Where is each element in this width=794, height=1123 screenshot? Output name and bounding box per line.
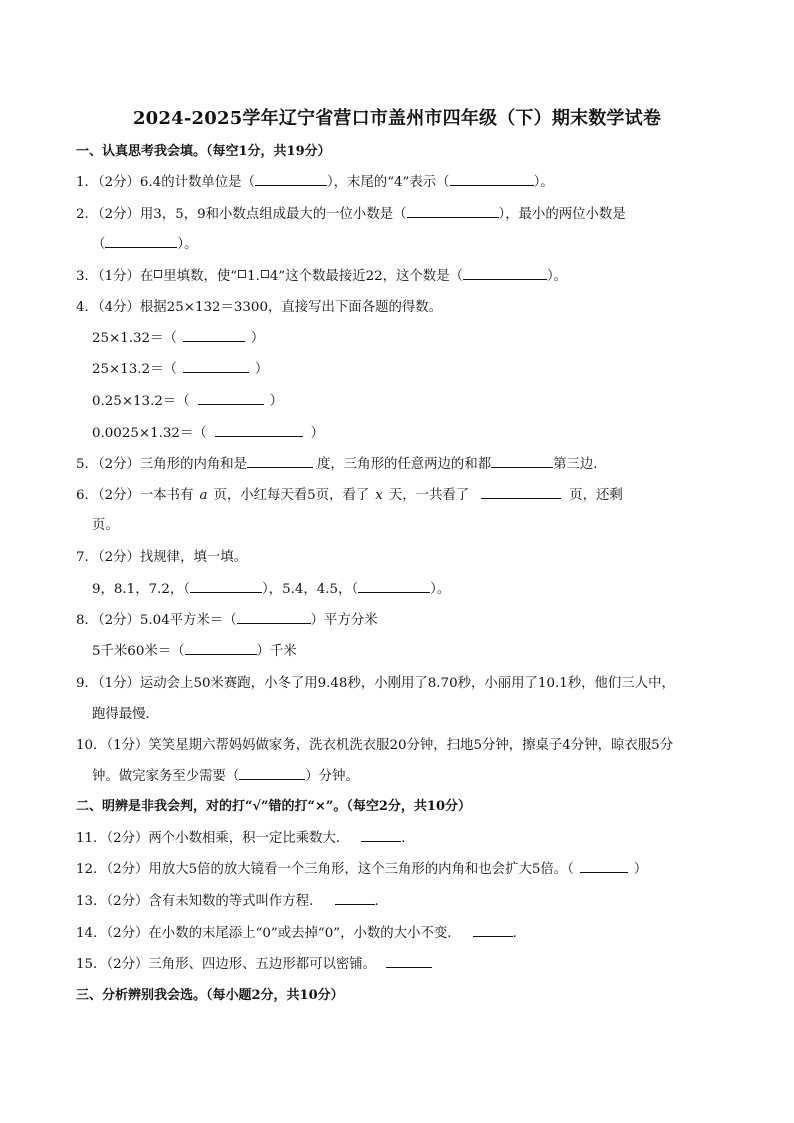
box-icon <box>154 270 162 278</box>
question-14: 14．（2分）在小数的末尾添上“0”或去掉“0”，小数的大小不变． ． <box>76 926 527 941</box>
question-7: 7．（2分）找规律，填一填。 <box>76 550 248 565</box>
answer-blank[interactable] <box>335 892 375 905</box>
question-9: 9．（1分）运动会上50米赛跑，小冬了用9.48秒，小刚用了8.70秒，小丽用了10.1秒，他们三人中， <box>76 676 675 691</box>
question-10: 10．（1分）笑笑星期六帮妈妈做家务，洗衣机洗衣服20分钟，扫地5分钟，擦桌子4分钟，晾衣服5分 <box>76 738 674 753</box>
question-8-row-2: 5千米60米＝（ ）千米 <box>92 644 297 659</box>
answer-blank[interactable] <box>198 392 264 405</box>
question-2-cont: （ ）。 <box>92 237 198 252</box>
question-6-cont: 页。 <box>92 518 119 533</box>
question-10-cont: 钟。做完家务至少需要（ ）分钟。 <box>92 769 359 784</box>
question-11: 11．（2分）两个小数相乘，积一定比乘数大． ． <box>76 831 415 846</box>
answer-blank[interactable] <box>255 173 327 186</box>
answer-blank[interactable] <box>358 580 430 593</box>
answer-blank[interactable] <box>450 173 534 186</box>
question-4-row-1: 25×1.32＝（ ） <box>92 331 265 346</box>
box-icon <box>261 270 269 278</box>
question-1: 1．（2分）6.4的计数单位是（ ），末尾的“4”表示（ ）。 <box>76 175 554 190</box>
question-2: 2．（2分）用3，5，9和小数点组成最大的一位小数是（ ），最小的两位小数是 <box>76 207 626 222</box>
answer-blank[interactable] <box>473 924 513 937</box>
answer-blank[interactable] <box>247 455 313 468</box>
question-7-sequence: 9，8.1，7.2，（ ），5.4，4.5，（ ）。 <box>92 582 451 597</box>
question-4: 4．（4分）根据25×132＝3300，直接写出下面各题的得数。 <box>76 300 443 315</box>
section-heading-2: 二、明辨是非我会判，对的打“√”错的打“×”。（每空2分，共10分） <box>76 799 471 814</box>
answer-blank[interactable] <box>463 267 547 280</box>
question-6: 6．（2分）一本书有 a 页，小红每天看5页，看了 x 天，一共看了 页，还剩 <box>76 488 623 503</box>
answer-blank[interactable] <box>185 642 257 655</box>
question-12: 12．（2分）用放大5倍的放大镜看一个三角形，这个三角形的内角和也会扩大5倍。（ ） <box>76 862 648 877</box>
question-15: 15．（2分）三角形、四边形、五边形都可以密铺。 <box>76 955 432 975</box>
answer-blank[interactable] <box>481 486 561 499</box>
question-4-row-3: 0.25×13.2＝（ ） <box>92 394 284 409</box>
box-icon <box>238 270 246 278</box>
answer-blank[interactable] <box>361 829 401 842</box>
answer-blank[interactable] <box>190 580 262 593</box>
section-heading-3: 三、分析辨别我会选。（每小题2分，共10分） <box>76 988 344 1003</box>
answer-blank[interactable] <box>239 767 305 780</box>
question-8: 8．（2分）5.04平方米＝（ ）平方分米 <box>76 613 378 628</box>
answer-blank[interactable] <box>407 205 499 218</box>
answer-blank[interactable] <box>183 329 245 342</box>
answer-blank[interactable] <box>491 455 553 468</box>
section-heading-1: 一、认真思考我会填。（每空1分，共19分） <box>76 144 331 159</box>
answer-blank[interactable] <box>580 860 628 873</box>
answer-blank[interactable] <box>105 235 177 248</box>
page-title: 2024-2025学年辽宁省营口市盖州市四年级（下）期末数学试卷 <box>132 108 662 129</box>
question-4-row-2: 25×13.2＝（ ） <box>92 362 269 377</box>
answer-blank[interactable] <box>237 611 311 624</box>
question-4-row-4: 0.0025×1.32＝（ ） <box>92 426 325 441</box>
answer-blank[interactable] <box>183 360 249 373</box>
question-3: 3．（1分）在 里填数，使“ 1. 4”这个数最接近22，这个数是（ ）。 <box>76 269 568 284</box>
question-5: 5．（2分）三角形的内角和是 度，三角形的任意两边的和都 第三边． <box>76 457 607 472</box>
question-9-cont: 跑得最慢． <box>92 707 159 722</box>
answer-blank[interactable] <box>215 424 303 437</box>
answer-blank[interactable] <box>386 955 432 968</box>
question-13: 13．（2分）含有未知数的等式叫作方程． ． <box>76 894 388 909</box>
